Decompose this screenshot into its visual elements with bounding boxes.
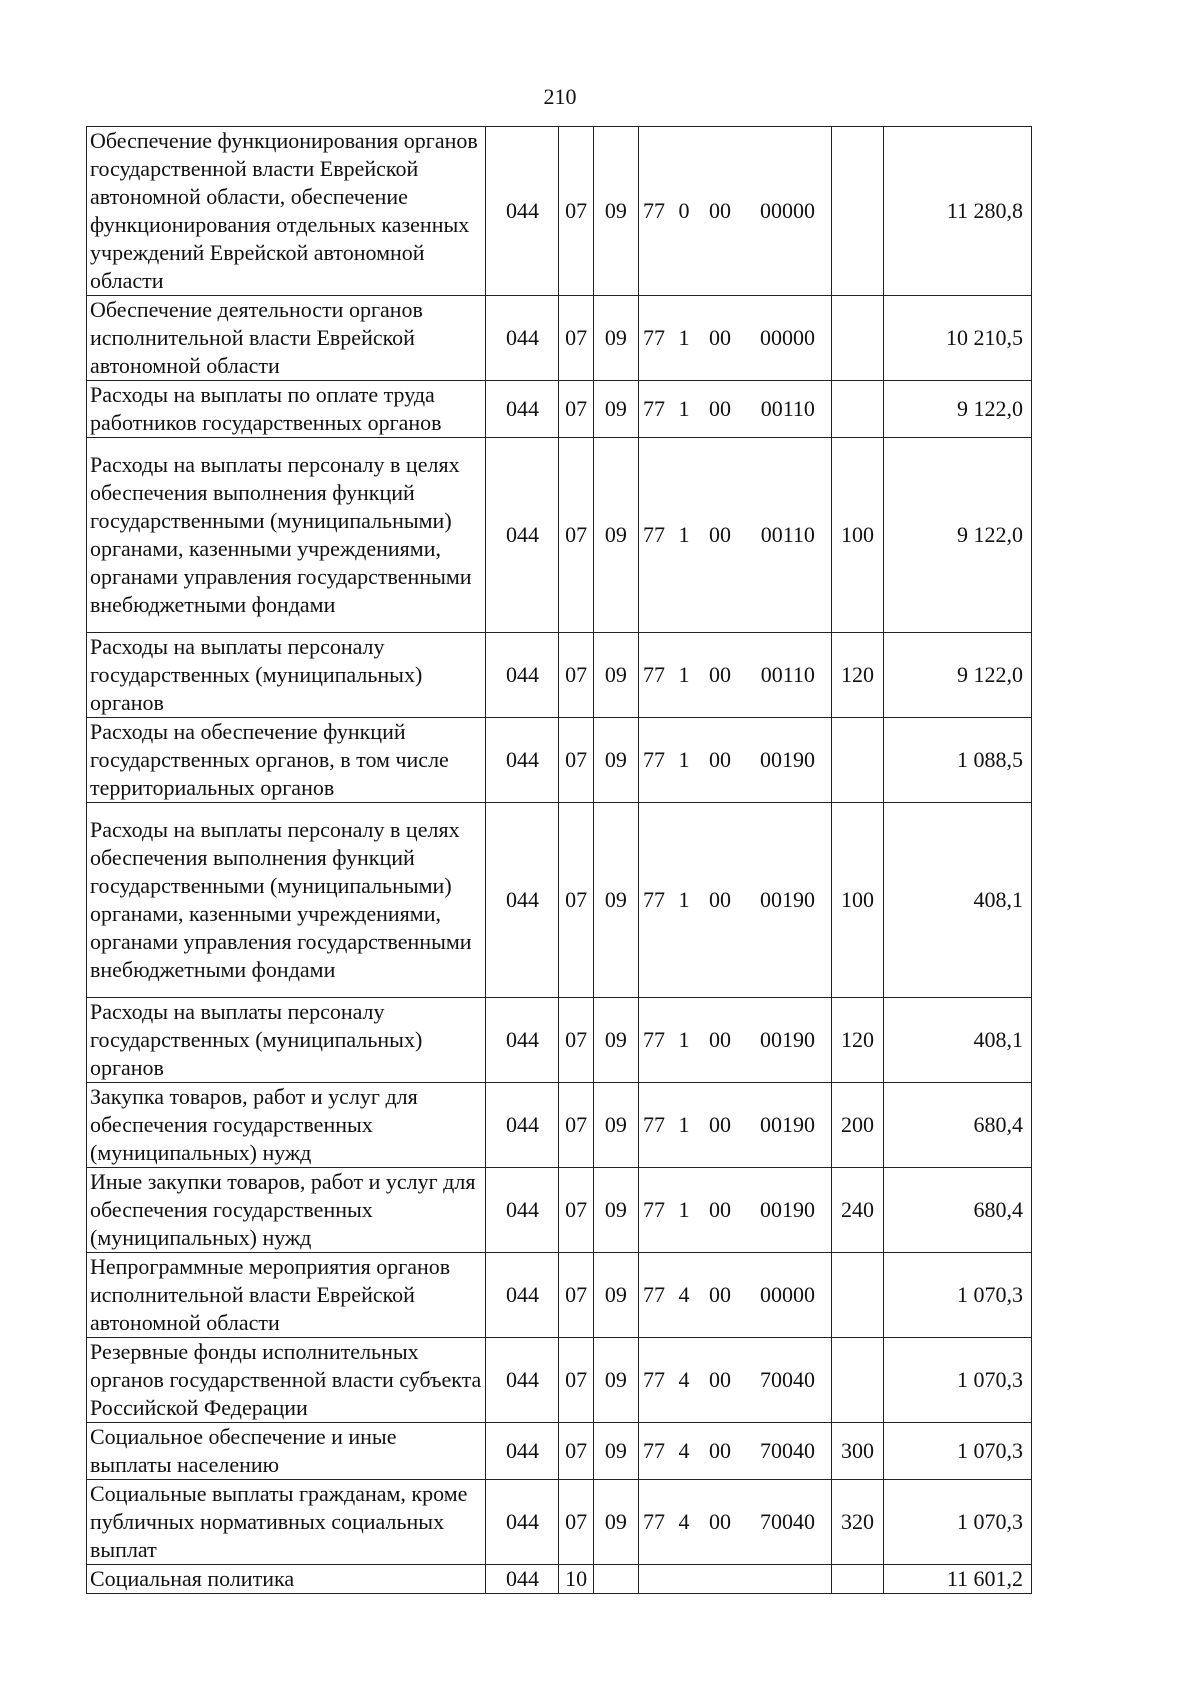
- row-name: Расходы на выплаты по оплате труда работников государственных органов: [87, 381, 486, 438]
- cs-main-event: 00: [708, 1112, 731, 1137]
- row-pr: 09: [593, 998, 638, 1083]
- table-row: [87, 998, 1032, 1083]
- row-grbs: 044: [486, 803, 559, 998]
- table-row: [87, 438, 1032, 633]
- row-name: Расходы на выплаты персоналу в целях обеспечения выполнения функций государственными (муниципальными) органами, казенными учреждениями, органами управления государственными внебюджетными фондами: [87, 438, 486, 633]
- cs-program: 77: [642, 1367, 665, 1392]
- table-row: [87, 296, 1032, 381]
- cs-main-event: 00: [708, 747, 731, 772]
- cs-main-event: 00: [708, 662, 731, 687]
- cs-subprogram: 1: [678, 1197, 690, 1222]
- row-grbs: 044: [486, 633, 559, 718]
- row-vr: [832, 1253, 884, 1338]
- cs-main-event: 00: [708, 887, 731, 912]
- row-sum: 408,1: [883, 998, 1031, 1083]
- row-grbs: 044: [486, 1423, 559, 1480]
- row-pr: 09: [593, 803, 638, 998]
- row-cs: [638, 633, 831, 718]
- row-rz: 07: [559, 1253, 593, 1338]
- row-sum: 11 601,2: [883, 1565, 1031, 1594]
- row-grbs: 044: [486, 127, 559, 296]
- row-sum: 680,4: [883, 1083, 1031, 1168]
- cs-direction: 00000: [759, 198, 815, 223]
- row-name: Социальная политика: [87, 1565, 486, 1594]
- row-pr: 09: [593, 1083, 638, 1168]
- row-cs: [638, 1253, 831, 1338]
- row-rz: 10: [559, 1565, 593, 1594]
- row-rz: 07: [559, 438, 593, 633]
- row-vr: [832, 1565, 884, 1594]
- row-sum: 10 210,5: [883, 296, 1031, 381]
- row-vr: 120: [832, 633, 884, 718]
- cs-subprogram: 0: [678, 198, 690, 223]
- row-sum: 9 122,0: [883, 381, 1031, 438]
- row-vr: 320: [832, 1480, 884, 1565]
- cs-program: 77: [642, 1027, 665, 1052]
- page-number: 210: [543, 84, 577, 109]
- table-row: [87, 127, 1032, 296]
- cs-subprogram: 1: [678, 1112, 690, 1137]
- row-vr: [832, 1338, 884, 1423]
- row-cs: [638, 1423, 831, 1480]
- row-grbs: 044: [486, 998, 559, 1083]
- row-cs: [638, 296, 831, 381]
- row-rz: 07: [559, 1423, 593, 1480]
- cs-program: 77: [642, 1197, 665, 1222]
- table-row: [87, 381, 1032, 438]
- row-grbs: 044: [486, 1480, 559, 1565]
- cs-main-event: 00: [708, 1282, 731, 1307]
- cs-subprogram: 1: [678, 887, 690, 912]
- row-rz: 07: [559, 127, 593, 296]
- row-grbs: 044: [486, 1338, 559, 1423]
- cs-main-event: 00: [708, 1027, 731, 1052]
- cs-main-event: 00: [708, 198, 731, 223]
- row-pr: 09: [593, 1423, 638, 1480]
- row-cs: [638, 1565, 831, 1594]
- row-pr: 09: [593, 296, 638, 381]
- row-name: Расходы на выплаты персоналу государственных (муниципальных) органов: [87, 998, 486, 1083]
- table-row: [87, 1423, 1032, 1480]
- row-name: Расходы на выплаты персоналу в целях обеспечения выполнения функций государственными (муниципальными) органами, казенными учреждениями, органами управления государственными внебюджетными фондами: [87, 803, 486, 998]
- row-sum: 1 070,3: [883, 1253, 1031, 1338]
- row-vr: 100: [832, 803, 884, 998]
- row-cs: [638, 718, 831, 803]
- row-name: Иные закупки товаров, работ и услуг для обеспечения государственных (муниципальных) нужд: [87, 1168, 486, 1253]
- row-sum: 1 070,3: [883, 1423, 1031, 1480]
- cs-program: 77: [642, 396, 665, 421]
- cs-direction: 70040: [759, 1438, 815, 1463]
- row-pr: 09: [593, 1168, 638, 1253]
- cs-direction: 00190: [759, 1112, 815, 1137]
- cs-direction: 00110: [760, 662, 815, 687]
- row-pr: 09: [593, 1253, 638, 1338]
- cs-main-event: 00: [708, 1438, 731, 1463]
- table-row: [87, 1480, 1032, 1565]
- row-sum: 680,4: [883, 1168, 1031, 1253]
- row-sum: 408,1: [883, 803, 1031, 998]
- cs-direction: 00110: [760, 396, 815, 421]
- cs-program: 77: [642, 887, 665, 912]
- row-cs: [638, 438, 831, 633]
- cs-subprogram: 1: [678, 522, 690, 547]
- row-vr: 100: [832, 438, 884, 633]
- cs-subprogram: 1: [678, 1027, 690, 1052]
- cs-subprogram: 1: [678, 396, 690, 421]
- row-pr: 09: [593, 1480, 638, 1565]
- row-cs: [638, 381, 831, 438]
- row-pr: 09: [593, 381, 638, 438]
- table-row: [87, 1565, 1032, 1594]
- table-row: [87, 718, 1032, 803]
- row-grbs: 044: [486, 381, 559, 438]
- cs-program: 77: [642, 747, 665, 772]
- row-sum: 11 280,8: [883, 127, 1031, 296]
- row-rz: 07: [559, 381, 593, 438]
- row-sum: 9 122,0: [883, 438, 1031, 633]
- row-rz: 07: [559, 1480, 593, 1565]
- row-rz: 07: [559, 803, 593, 998]
- table-row: [87, 633, 1032, 718]
- cs-main-event: 00: [708, 1509, 731, 1534]
- row-name: Резервные фонды исполнительных органов государственной власти субъекта Российской Федерации: [87, 1338, 486, 1423]
- row-rz: 07: [559, 1083, 593, 1168]
- cs-main-event: 00: [708, 1367, 731, 1392]
- row-name: Закупка товаров, работ и услуг для обеспечения государственных (муниципальных) нужд: [87, 1083, 486, 1168]
- cs-direction: 00190: [759, 1197, 815, 1222]
- cs-direction: 00190: [759, 747, 815, 772]
- row-pr: 09: [593, 438, 638, 633]
- row-grbs: 044: [486, 1168, 559, 1253]
- cs-main-event: 00: [708, 396, 731, 421]
- cs-direction: 70040: [759, 1367, 815, 1392]
- row-pr: [593, 1565, 638, 1594]
- table-row: [87, 1338, 1032, 1423]
- cs-program: 77: [642, 198, 665, 223]
- cs-main-event: 00: [708, 522, 731, 547]
- row-pr: 09: [593, 633, 638, 718]
- table-row: [87, 1253, 1032, 1338]
- row-cs: [638, 1168, 831, 1253]
- cs-subprogram: 1: [678, 325, 690, 350]
- cs-program: 77: [642, 522, 665, 547]
- row-cs: [638, 998, 831, 1083]
- row-name: Социальные выплаты гражданам, кроме публичных нормативных социальных выплат: [87, 1480, 486, 1565]
- row-name: Обеспечение функционирования органов государственной власти Еврейской автономной области, обеспечение функционирования отдельных казенных учреждений Еврейской автономной области: [87, 127, 486, 296]
- row-rz: 07: [559, 1168, 593, 1253]
- row-grbs: 044: [486, 296, 559, 381]
- row-cs: [638, 1083, 831, 1168]
- cs-subprogram: 4: [678, 1367, 690, 1392]
- row-cs: [638, 127, 831, 296]
- row-cs: [638, 803, 831, 998]
- row-name: Расходы на выплаты персоналу государственных (муниципальных) органов: [87, 633, 486, 718]
- cs-program: 77: [642, 1282, 665, 1307]
- cs-direction: 00190: [759, 887, 815, 912]
- row-vr: 240: [832, 1168, 884, 1253]
- row-vr: 200: [832, 1083, 884, 1168]
- cs-direction: 70040: [759, 1509, 815, 1534]
- row-pr: 09: [593, 1338, 638, 1423]
- row-sum: 1 070,3: [883, 1480, 1031, 1565]
- cs-direction: 00000: [759, 325, 815, 350]
- cs-program: 77: [642, 1509, 665, 1534]
- cs-program: 77: [642, 662, 665, 687]
- cs-direction: 00190: [759, 1027, 815, 1052]
- cs-subprogram: 1: [678, 662, 690, 687]
- row-sum: 1 070,3: [883, 1338, 1031, 1423]
- table-row: [87, 1168, 1032, 1253]
- row-vr: [832, 381, 884, 438]
- cs-direction: 00110: [760, 522, 815, 547]
- table-row: [87, 803, 1032, 998]
- row-rz: 07: [559, 1338, 593, 1423]
- cs-program: 77: [642, 1438, 665, 1463]
- cs-subprogram: 4: [678, 1282, 690, 1307]
- row-grbs: 044: [486, 1083, 559, 1168]
- cs-program: 77: [642, 1112, 665, 1137]
- cs-program: 77: [642, 325, 665, 350]
- cs-main-event: 00: [708, 325, 731, 350]
- row-name: Обеспечение деятельности органов исполнительной власти Еврейской автономной области: [87, 296, 486, 381]
- row-rz: 07: [559, 998, 593, 1083]
- row-rz: 07: [559, 296, 593, 381]
- cs-main-event: 00: [708, 1197, 731, 1222]
- cs-direction: 00000: [759, 1282, 815, 1307]
- row-grbs: 044: [486, 1253, 559, 1338]
- row-vr: 300: [832, 1423, 884, 1480]
- cs-subprogram: 4: [678, 1438, 690, 1463]
- row-vr: [832, 296, 884, 381]
- row-name: Расходы на обеспечение функций государственных органов, в том числе территориальных органов: [87, 718, 486, 803]
- row-name: Непрограммные мероприятия органов исполнительной власти Еврейской автономной области: [87, 1253, 486, 1338]
- row-pr: 09: [593, 127, 638, 296]
- row-grbs: 044: [486, 1565, 559, 1594]
- row-grbs: 044: [486, 438, 559, 633]
- row-grbs: 044: [486, 718, 559, 803]
- row-sum: 9 122,0: [883, 633, 1031, 718]
- budget-table: [86, 126, 1032, 1594]
- row-cs: [638, 1338, 831, 1423]
- row-sum: 1 088,5: [883, 718, 1031, 803]
- cs-subprogram: 1: [678, 747, 690, 772]
- row-pr: 09: [593, 718, 638, 803]
- row-rz: 07: [559, 633, 593, 718]
- row-vr: [832, 718, 884, 803]
- cs-subprogram: 4: [678, 1509, 690, 1534]
- row-cs: [638, 1480, 831, 1565]
- row-rz: 07: [559, 718, 593, 803]
- row-name: Социальное обеспечение и иные выплаты населению: [87, 1423, 486, 1480]
- row-vr: 120: [832, 998, 884, 1083]
- table-row: [87, 1083, 1032, 1168]
- row-vr: [832, 127, 884, 296]
